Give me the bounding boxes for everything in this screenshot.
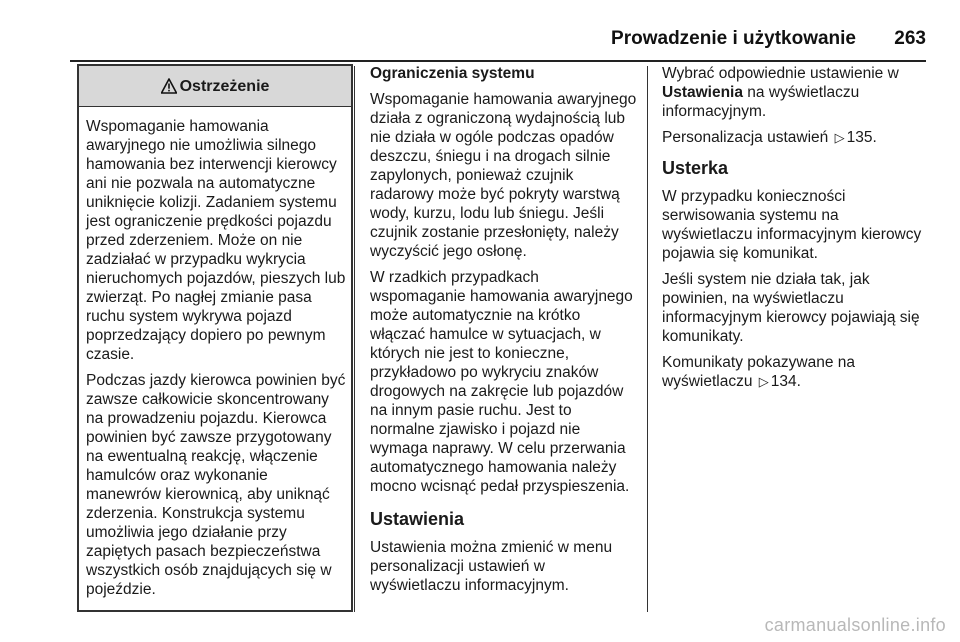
page-header: [70, 20, 926, 54]
paragraph: W rzadkich przypadkach wspomaganie hamowania awaryjnego może automatycznie na krótko włączać hamulce w sytuacjach, w których nie jest to konieczne, przykładowo po wykryciu znaków drogowych na zakręcie lub pojazdów na innym pasie ruchu. Jest to normalne zjawisko i pojazd nie wymaga naprawy. W celu przerwania automatycznego hamowania należy mocno wcisnąć pedał przyspieszenia.: [370, 269, 633, 495]
column-3: [662, 64, 924, 398]
text-fragment: Komunikaty pokazywane na wyświetlaczu: [662, 354, 856, 390]
paragraph: W przypadku konieczności serwisowania systemu na wyświetlaczu informacyjnym kierowcy pojawia się komunikat.: [662, 188, 922, 262]
text-fragment: Wybrać odpowiednie ustawienie w: [662, 65, 899, 82]
menu-name: Ustawienia: [662, 84, 743, 101]
text-fragment: Personalizacja ustawień: [662, 129, 829, 146]
page-reference[interactable]: 134.: [770, 373, 801, 390]
page-number: 263: [894, 28, 926, 49]
column-1: [77, 64, 353, 612]
warning-paragraph: Podczas jazdy kierowca powinien być zawsze całkowicie skoncentrowany na prowadzeniu pojazdu. Kierowca powinien być zawsze przygotowany na ewentualną reakcję, włączenie hamulców oraz wykonanie manewrów kierownicą, aby uniknąć zderzenia. Konstrukcja systemu umożliwia jego działanie przy zapiętych pasach bezpieczeństwa wszystkich osób znajdujących się w pojeździe.: [86, 372, 346, 598]
column-divider-1: [354, 66, 355, 612]
warning-box: [77, 64, 353, 612]
paragraph: [662, 128, 924, 147]
reference-arrow-icon: ▷: [758, 374, 769, 389]
warning-header: [79, 66, 351, 107]
reference-arrow-icon: ▷: [834, 130, 845, 145]
header-rule: [70, 60, 926, 62]
warning-body: [79, 107, 351, 610]
page-reference[interactable]: 135.: [846, 129, 877, 146]
warning-title: Ostrzeżenie: [179, 77, 270, 95]
paragraph: [662, 64, 924, 121]
paragraph: Wspomaganie hamowania awaryjnego działa z ograniczoną wydajnością lub nie działa w ogóle podczas opadów deszczu, śniegu i na drogach silnie zapylonych, ponieważ czujnik radarowy może być pokryty warstwą wody, kurzu, lodu lub śniegu. Jeśli czujnik zostanie przesłonięty, należy wyczyścić jego osłonę.: [370, 91, 637, 260]
paragraph: Ustawienia można zmienić w menu personalizacji ustawień w wyświetlaczu informacyjnym.: [370, 539, 613, 594]
paragraph: [662, 353, 924, 391]
subheading-system-limits: Ograniczenia systemu: [370, 65, 535, 82]
warning-triangle-icon: [161, 78, 177, 94]
paragraph: Jeśli system nie działa tak, jak powinien, na wyświetlaczu informacyjnym kierowcy pojawiają się komunikaty.: [662, 271, 920, 345]
column-divider-2: [647, 66, 648, 612]
section-heading-fault: Usterka: [662, 158, 729, 178]
text-fragment: na wyświetlaczu informacyjnym.: [662, 84, 860, 120]
column-2: [370, 64, 638, 602]
warning-paragraph: Wspomaganie hamowania awaryjnego nie umożliwia silnego hamowania bez interwencji kierowcy ani nie pozwala na automatyczne uniknięcie kolizji. Zadaniem systemu jest ograniczenie prędkości pojazdu przed zderzeniem. Może on nie zadziałać w przypadku wykrycia nieruchomych pojazdów, pieszych lub zwierząt. Po nagłej zmianie pasa ruchu system wykrywa pojazd poprzedzający dopiero po pewnym czasie.: [86, 118, 346, 363]
watermark: carmanualsonline.info: [764, 615, 946, 635]
section-heading-settings: Ustawienia: [370, 509, 465, 529]
header-title: Prowadzenie i użytkowanie: [611, 28, 856, 49]
